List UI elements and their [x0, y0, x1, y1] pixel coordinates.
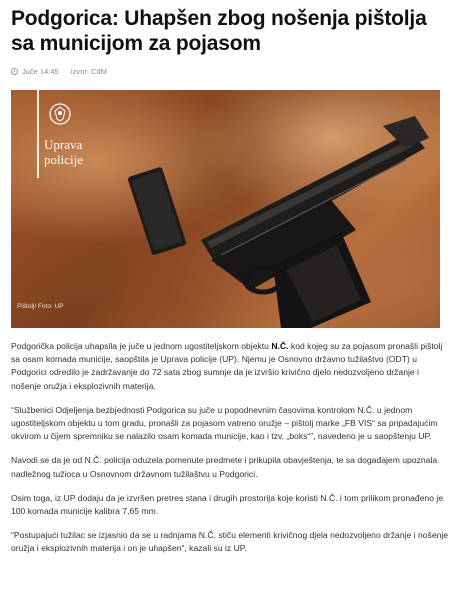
suspect-initials: N.Č. — [271, 341, 289, 351]
logo-line-1: Uprava — [44, 137, 83, 152]
logo-divider — [37, 90, 39, 178]
article-meta — [11, 66, 451, 76]
paragraph-1: Podgorička policija uhapsila je juče u jednom ugostiteljskom objektu N.Č. kod kojeg su za pojasom pronašli pištolj sa osam komada municije, saopštila je Uprava policije (UP). Njemu je Osnovno državno tužilaštvo (ODT) u Podgorici odredilo je zadržavanje do 72 sata zbog sumnje da je izvršio krivično djelo nedozvoljeno držanje i nošenje oružja i eksplozivnih materija. — [11, 341, 443, 391]
article-title: Podgorica: Uhapšen zbog nošenja pištolja sa municijom za pojasom — [11, 7, 427, 55]
crest-icon — [48, 102, 72, 126]
article — [0, 6, 462, 556]
paragraph-3: Navodi se da je od N.Č. policija oduzela pomenute predmete i prikupila obavještenja, te sa događajem upoznala nadležnog tužioca u Osnovnom državnom tužilaštvu u Podgorici. — [11, 455, 438, 479]
article-body — [11, 340, 451, 556]
magazine-shape — [127, 166, 187, 255]
publish-time: Juče 14:45 — [22, 66, 59, 76]
logo-line-2: policije — [44, 152, 83, 167]
paragraph-4: Osim toga, iz UP dodaju da je izvršen pretres stana i drugih prostorija koje koristi N.Č. i tom prilikom pronađeno je 100 komada municije kalibra 7,65 mm. — [11, 492, 444, 517]
photo-caption: Pištolj/ Foto: UP — [17, 303, 64, 310]
police-logo — [44, 102, 104, 167]
paragraph-2: “Službenici Odjeljenja bezbjednosti Podgorica su juče u popodnevnim časovima kontrolom N.Č. u jednom ugostiteljskom objektu u tom gradu, pronašli za pojasom vatreno oružje – pištolj marke „FB VIS“ sa pripadajućim okvirom u čijem spremniku se nalazilo osam komada municije, kao i tzv. „boks“”, navedeno je u saopštenju UP. — [11, 404, 438, 442]
paragraph-5: “Postupajući tužilac se izjasnio da se u radnjama N.Č. stiču elementi krivičnog djela nedozvoljeno držanje i nošenje oružja i eksplozivnih materija i on je uhapšen”, kazali su iz UP. — [11, 530, 449, 554]
article-photo[interactable] — [11, 90, 440, 328]
article-source: Izvor: CdM — [70, 66, 107, 76]
clock-icon — [11, 68, 18, 75]
